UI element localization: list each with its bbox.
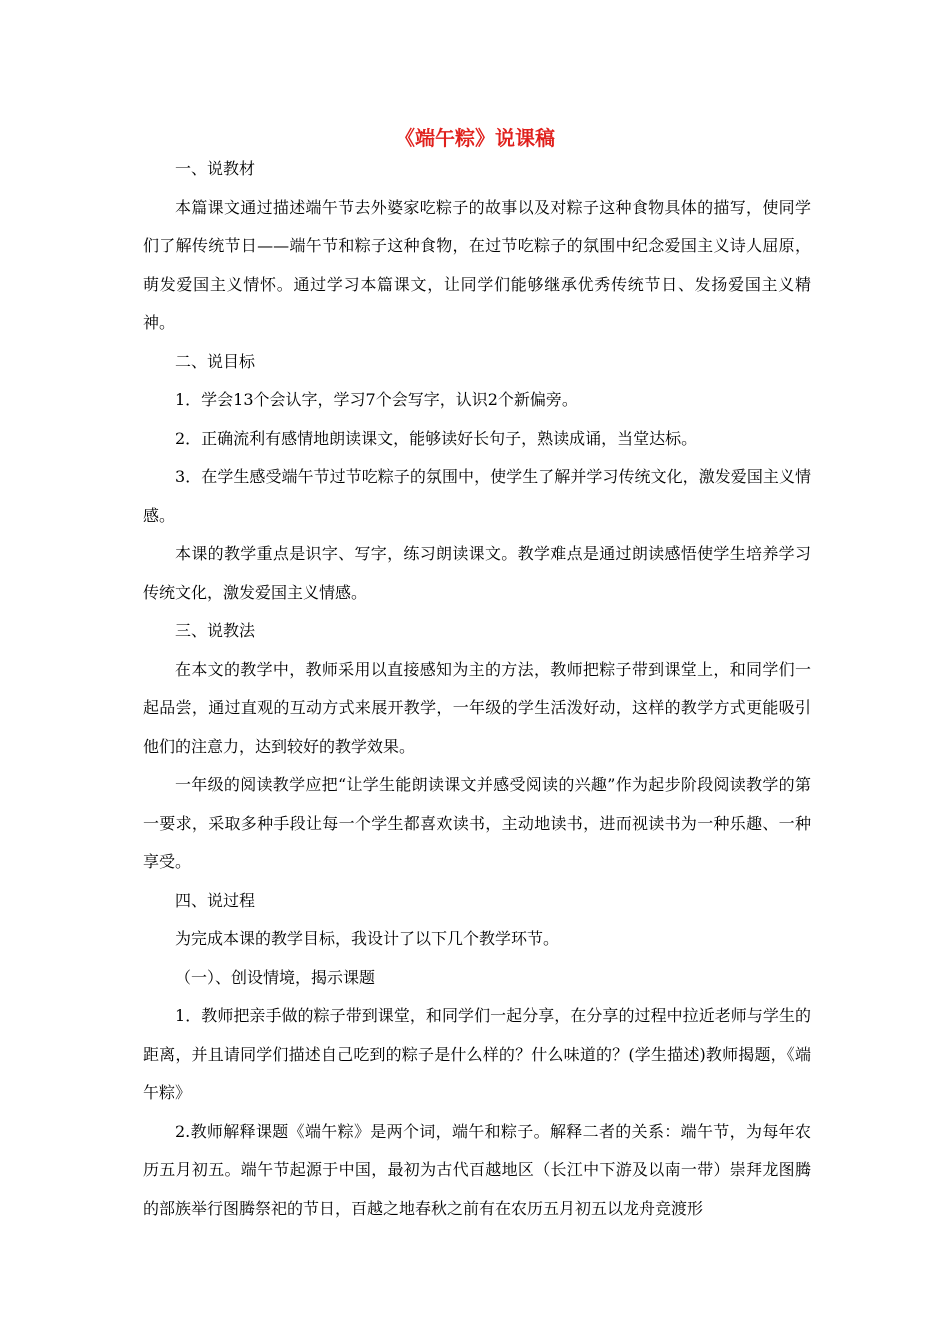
objective-item: 2．正确流利有感情地朗读课文，能够读好长句子，熟读成诵，当堂达标。 bbox=[175, 428, 698, 448]
section-heading-process: 四、说过程 bbox=[175, 890, 256, 910]
process-item: 1．教师把亲手做的粽子带到课堂，和同学们一起分享，在分享的过程中拉近老师与学生的距离，并且请同学们描述自己吃到的粽子是什么样的？什么味道的？(学生描述)教师揭题，《端午粽》 bbox=[143, 1006, 811, 1102]
section-heading-methods: 三、说教法 bbox=[175, 621, 256, 640]
section-heading-objectives: 二、说目标 bbox=[175, 351, 256, 371]
paragraph: 在本文的教学中，教师采用以直接感知为主的方法，教师把粽子带到课堂上，和同学们一起品尝，通过直观的互动方式来展开教学，一年级的学生活泼好动，这样的教学方式更能吸引他们的注意力，达到较好的教学效果。 bbox=[143, 659, 811, 756]
process-item: 2.教师解释课题《端午粽》是两个词，端午和粽子。解释二者的关系：端午节，为每年农历五月初五。端午节起源于中国，最初为古代百越地区（长江中下游及以南一带）崇拜龙图腾的部族举行图腾祭祀的节日，百越之地春秋之前有在农历五月初五以龙舟竞渡形 bbox=[143, 1121, 811, 1218]
document-title: 《端午粽》说课稿 bbox=[395, 126, 555, 150]
paragraph: 一年级的阅读教学应把“让学生能朗读课文并感受阅读的兴趣”作为起步阶段阅读教学的第一要求，采取多种手段让每一个学生都喜欢读书，主动地读书，进而视读书为一种乐趣、一种享受。 bbox=[143, 775, 811, 871]
section-heading-teaching-material: 一、说教材 bbox=[175, 159, 256, 178]
objective-item: 1．学会13个会认字，学习7个会写字，认识2个新偏旁。 bbox=[175, 390, 578, 409]
paragraph: 本篇课文通过描述端午节去外婆家吃粽子的故事以及对粽子这种食物具体的描写，使同学们了解传统节日——端午节和粽子这种食物，在过节吃粽子的氛围中纪念爱国主义诗人屈原，萌发爱国主义情怀。通过学习本篇课文，让同学们能够继承优秀传统节日、发扬爱国主义精神。 bbox=[143, 197, 811, 332]
document-body bbox=[143, 150, 811, 1228]
subsection-heading: （一）、创设情境，揭示课题 bbox=[175, 967, 376, 987]
paragraph: 本课的教学重点是识字、写字，练习朗读课文。教学难点是通过朗读感悟使学生培养学习传统文化，激发爱国主义情感。 bbox=[143, 544, 811, 602]
paragraph: 为完成本课的教学目标，我设计了以下几个教学环节。 bbox=[175, 929, 560, 948]
objective-item: 3．在学生感受端午节过节吃粽子的氛围中，使学生了解并学习传统文化，激发爱国主义情感。 bbox=[143, 467, 811, 525]
